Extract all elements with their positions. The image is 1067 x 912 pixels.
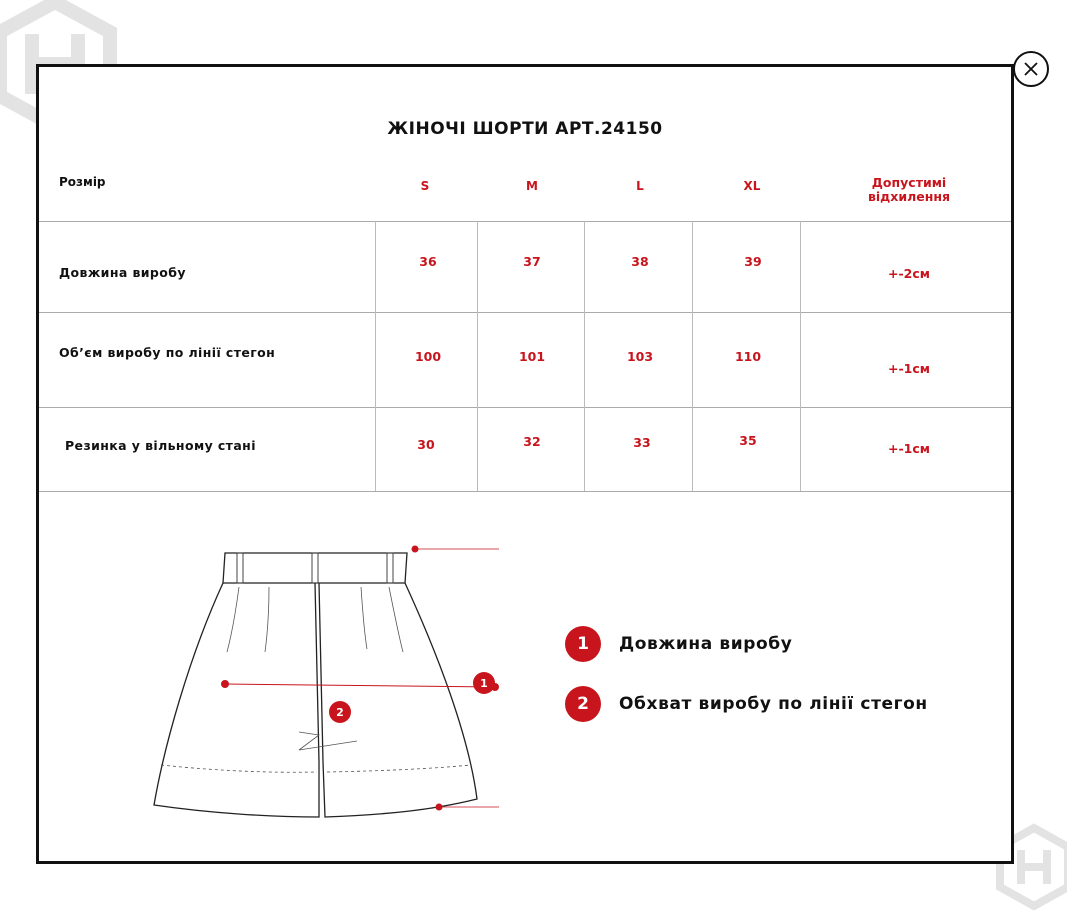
tolerance-header: Допустимі відхилення bbox=[867, 175, 951, 204]
size-header-m: M bbox=[526, 179, 538, 193]
table-cell: 38 bbox=[631, 254, 649, 269]
table-cell: 35 bbox=[739, 433, 757, 448]
tolerance-cell: +-1см bbox=[888, 441, 930, 456]
tolerance-cell: +-2см bbox=[888, 266, 930, 281]
table-cell: 32 bbox=[523, 434, 541, 449]
row-label-length: Довжина виробу bbox=[59, 265, 186, 280]
legend-item-hip bbox=[565, 686, 928, 722]
table-cell: 101 bbox=[518, 349, 546, 364]
row-label-hip-volume: Об’єм виробу по лінії стегон bbox=[59, 345, 276, 360]
table-divider bbox=[375, 221, 376, 491]
size-chart-title: ЖІНОЧІ ШОРТИ АРТ.24150 bbox=[387, 119, 663, 139]
table-divider bbox=[39, 407, 1011, 408]
length-marker-badge: 1 bbox=[473, 672, 495, 694]
tolerance-cell: +-1см bbox=[888, 361, 930, 376]
size-header-s: S bbox=[420, 179, 430, 193]
table-divider bbox=[692, 221, 693, 491]
table-divider bbox=[39, 312, 1011, 313]
legend-number-badge: 2 bbox=[565, 686, 601, 722]
size-chart-modal bbox=[36, 64, 1014, 864]
legend-item-length bbox=[565, 626, 792, 662]
size-header-l: L bbox=[636, 179, 644, 193]
legend-number-badge: 1 bbox=[565, 626, 601, 662]
table-cell: 33 bbox=[633, 435, 651, 450]
table-cell: 103 bbox=[626, 349, 654, 364]
table-cell: 36 bbox=[419, 254, 437, 269]
table-cell: 37 bbox=[523, 254, 541, 269]
table-divider bbox=[39, 491, 1011, 492]
legend-text: Довжина виробу bbox=[619, 634, 793, 654]
table-cell: 110 bbox=[734, 349, 762, 364]
legend-text: Обхват виробу по лінії стегон bbox=[619, 694, 928, 714]
close-button[interactable] bbox=[1013, 51, 1049, 87]
table-divider bbox=[800, 221, 801, 491]
table-divider bbox=[39, 221, 1011, 222]
table-divider bbox=[584, 221, 585, 491]
row-label-elastic: Резинка у вільному стані bbox=[65, 438, 256, 453]
table-divider bbox=[477, 221, 478, 491]
table-cell: 39 bbox=[744, 254, 762, 269]
shorts-measurement-diagram bbox=[139, 537, 499, 827]
close-icon bbox=[1024, 62, 1038, 76]
table-cell: 100 bbox=[414, 349, 442, 364]
size-header-label: Розмір bbox=[59, 175, 106, 189]
size-header-xl: XL bbox=[743, 179, 761, 193]
table-cell: 30 bbox=[417, 437, 435, 452]
hip-marker-badge: 2 bbox=[329, 701, 351, 723]
